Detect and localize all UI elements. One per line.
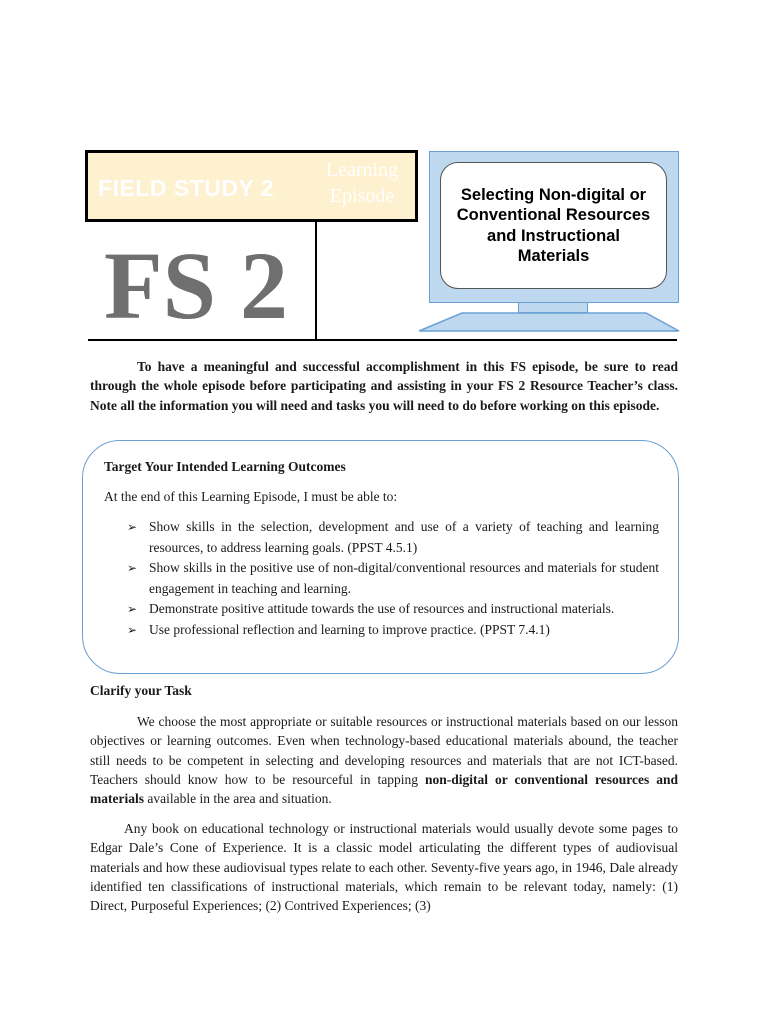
list-item — [125, 620, 659, 641]
fs2-big-title: FS 2 — [104, 232, 289, 339]
arrow-bullet-icon: ➢ — [127, 622, 138, 637]
monitor-screen — [440, 162, 667, 289]
clarify-paragraph-2: Any book on educational technology or instructional materials would usually devote some pages to Edgar Dale’s Cone of Experience. It is a classic model articulating the different types of audiovisual materials and how these audiovisual types relate to each other. Seventy-five years ago, in 1946, Dale already identified ten classifications of instructional materials, which remain to be relevant today, namely: (1) Direct, Purposeful Experiences; (2) Contrived Experiences; (3) — [90, 821, 678, 914]
field-study-banner — [85, 150, 418, 222]
episode-label: Episode — [329, 185, 395, 207]
list-item — [125, 599, 659, 620]
list-item — [125, 517, 659, 558]
learning-outcomes-box — [82, 440, 679, 674]
arrow-bullet-icon: ➢ — [127, 520, 138, 534]
header-vertical-divider — [315, 222, 317, 340]
outcomes-heading: Target Your Intended Learning Outcomes — [104, 459, 346, 474]
clarify-heading: Clarify your Task — [90, 683, 192, 698]
p1-text-b: available in the area and situation. — [143, 791, 332, 807]
p1-text-a: We choose the most appropriate or suitable resources or instructional materials based on our lesson objectives or learning outcomes. Even when technology-based educational materials abound, the teacher still needs to be competent in selecting and developing resources and materials that are not ICT-based. Teachers should know how to be resourceful in tapping — [90, 714, 678, 787]
monitor-illustration — [429, 151, 679, 303]
clarify-paragraph-1 — [90, 712, 678, 808]
outcome-text: Demonstrate positive attitude towards the use of resources and instructional materials. — [149, 601, 615, 616]
intro-paragraph: To have a meaningful and successful accomplishment in this FS episode, be sure to read through the whole episode before participating and assisting in your FS 2 Resource Teacher’s class. Note all the information you will need and tasks you will need to do before working on this episode. — [90, 359, 678, 413]
arrow-bullet-icon: ➢ — [127, 602, 138, 616]
outcome-text: Show skills in the positive use of non-digital/conventional resources and materials for student engagement in teaching and learning. — [149, 560, 659, 596]
monitor-base — [418, 312, 680, 332]
outcomes-list — [125, 517, 659, 640]
learning-episode-label — [314, 157, 410, 209]
arrow-bullet-icon: ➢ — [127, 561, 138, 575]
outcomes-lead: At the end of this Learning Episode, I must be able to: — [104, 489, 398, 504]
episode-topic-title: Selecting Non-digital or Conventional Resources and Instructional Materials — [456, 185, 651, 265]
list-item — [125, 558, 659, 599]
outcome-text: Show skills in the selection, development and use of a variety of teaching and learning resources, to address learning goals. (PPST 4.5.1) — [149, 519, 659, 555]
field-study-title: FIELD STUDY 2 — [98, 175, 275, 201]
header-horizontal-divider — [88, 339, 677, 341]
p1-bold-text: non-digital or conventional resources and materials — [90, 771, 678, 807]
learning-label: Learning — [325, 159, 399, 181]
outcome-text: Use professional reflection and learning to improve practice. (PPST 7.4.1) — [149, 621, 550, 637]
